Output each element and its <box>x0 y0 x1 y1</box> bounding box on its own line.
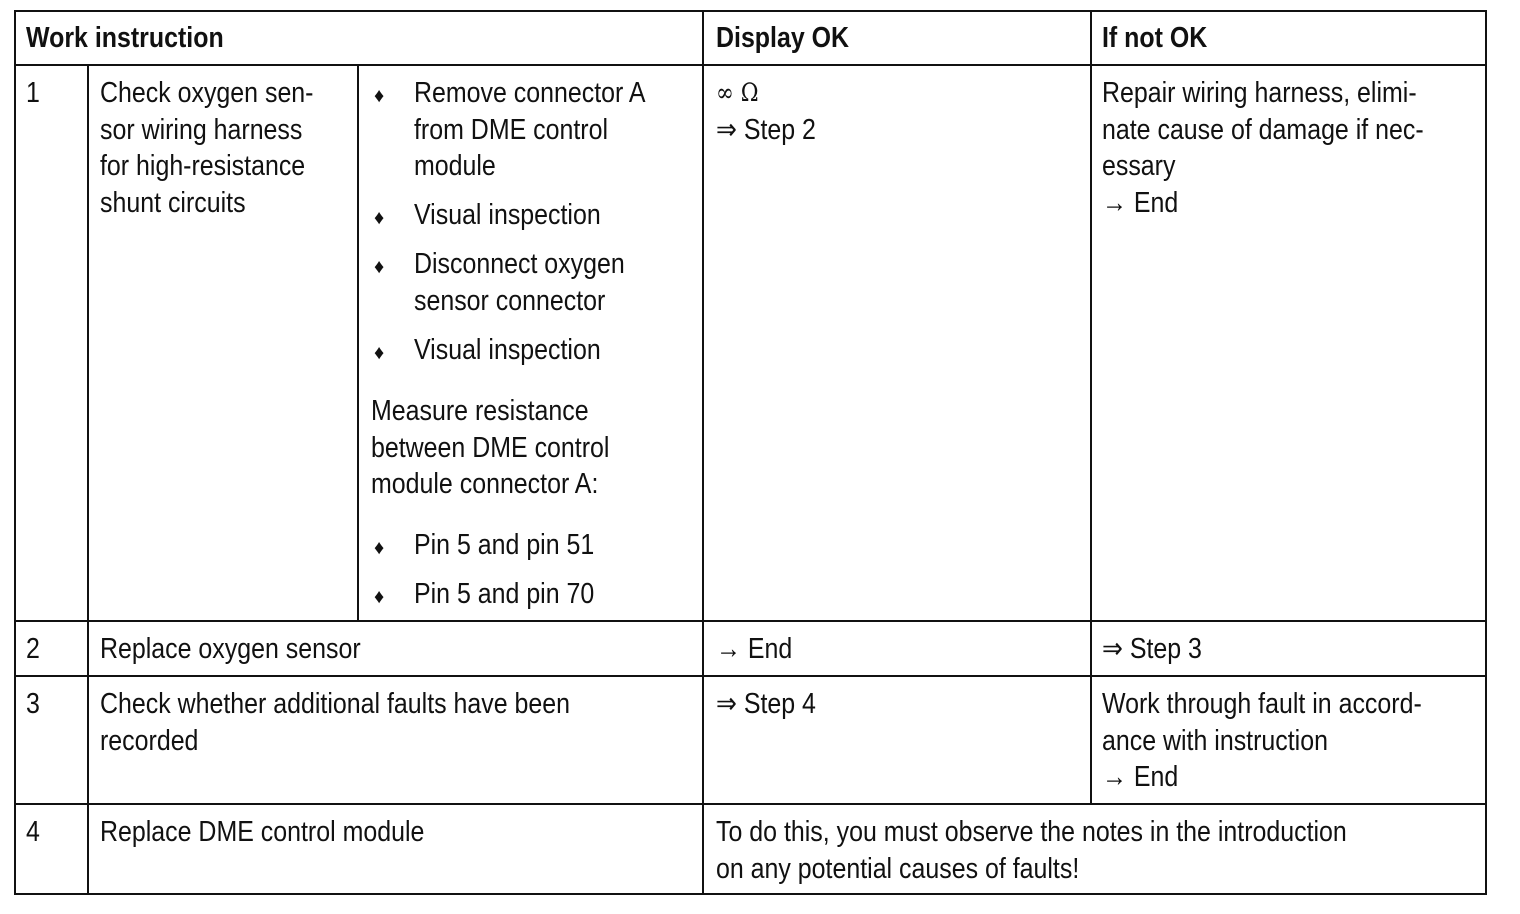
substep-line: module <box>414 150 496 182</box>
note-line: on any potential causes of faults! <box>716 852 1080 885</box>
substep-line: Disconnect oxygen <box>414 248 625 280</box>
table-border-left <box>14 10 16 895</box>
row-1-if-not-ok <box>1102 75 1424 221</box>
column-divider-substeps <box>357 64 359 622</box>
substep-visual-inspection-1 <box>414 197 601 234</box>
row-divider-2 <box>14 675 1487 677</box>
row-3-instruction <box>100 686 570 759</box>
row-1-instruction-line: sor wiring harness <box>100 113 303 146</box>
measure-line: between DME control <box>371 431 610 464</box>
row-1-instruction-line: shunt circuits <box>100 186 246 219</box>
row-3-instruction-line: Check whether additional faults have been <box>100 688 571 720</box>
row-4-number: 4 <box>26 816 40 848</box>
substep-line: Visual inspection <box>414 199 601 231</box>
table-border-bottom <box>14 893 1487 895</box>
if-not-ok-line: → End <box>1102 761 1179 793</box>
infinity-ohm-reading: ∞ Ω <box>716 78 759 107</box>
row-4-note <box>716 814 1347 887</box>
column-divider-display-ok <box>702 10 704 895</box>
row-3-instruction-line: recorded <box>100 724 199 757</box>
header-work-instruction: Work instruction <box>26 22 224 54</box>
row-3-display-ok: ⇒ Step 4 <box>716 688 816 720</box>
row-2-number: 2 <box>26 633 40 665</box>
substep-line: sensor connector <box>414 284 606 317</box>
if-not-ok-line: Work through fault in accord- <box>1102 688 1422 720</box>
column-divider-if-not-ok <box>1090 10 1092 805</box>
measure-line: module connector A: <box>371 468 599 500</box>
note-line: To do this, you must observe the notes in the introduction <box>716 816 1347 848</box>
row-3-number: 3 <box>26 688 40 720</box>
bullet-icon: ♦ <box>374 342 385 364</box>
bullet-icon: ♦ <box>374 85 385 107</box>
row-2-if-not-ok: ⇒ Step 3 <box>1102 633 1202 665</box>
if-not-ok-line: nate cause of damage if nec- <box>1102 113 1424 146</box>
header-if-not-ok: If not OK <box>1102 22 1208 54</box>
header-divider <box>14 64 1487 66</box>
row-divider-1 <box>14 620 1487 622</box>
substep-disconnect-sensor <box>414 246 625 319</box>
if-not-ok-line: → End <box>1102 186 1179 219</box>
row-1-number: 1 <box>26 77 40 109</box>
row-2-instruction: Replace oxygen sensor <box>100 633 361 665</box>
row-1-instruction-line: Check oxygen sen- <box>100 77 314 109</box>
measure-line: Measure resistance <box>371 395 589 427</box>
header-display-ok: Display OK <box>716 22 850 54</box>
measure-resistance-text <box>371 393 609 503</box>
substep-visual-inspection-2 <box>414 332 601 369</box>
substep-line: Remove connector A <box>414 77 646 109</box>
if-not-ok-line: essary <box>1102 150 1176 182</box>
row-1-instruction-line: for high-resistance <box>100 150 306 182</box>
column-divider-number <box>87 64 89 895</box>
substep-line: Visual inspection <box>414 334 601 366</box>
row-divider-3 <box>14 803 1487 805</box>
bullet-icon: ♦ <box>374 586 385 608</box>
bullet-icon: ♦ <box>374 256 385 278</box>
row-3-if-not-ok <box>1102 686 1422 796</box>
substep-remove-connector <box>414 75 646 185</box>
row-4-instruction: Replace DME control module <box>100 816 425 848</box>
display-ok-line: ⇒ Step 2 <box>716 113 816 146</box>
if-not-ok-line: Repair wiring harness, elimi- <box>1102 77 1417 109</box>
pin-pair-1: Pin 5 and pin 51 <box>414 529 595 561</box>
table-border-top <box>14 10 1487 12</box>
row-1-display-ok <box>716 75 816 148</box>
bullet-icon: ♦ <box>374 207 385 229</box>
substep-line: from DME control <box>414 113 609 146</box>
bullet-icon: ♦ <box>374 537 385 559</box>
pin-pair-2: Pin 5 and pin 70 <box>414 578 595 610</box>
table-border-right <box>1485 10 1487 895</box>
row-2-display-ok: → End <box>716 633 793 665</box>
row-1-instruction <box>100 75 313 221</box>
if-not-ok-line: ance with instruction <box>1102 724 1328 757</box>
